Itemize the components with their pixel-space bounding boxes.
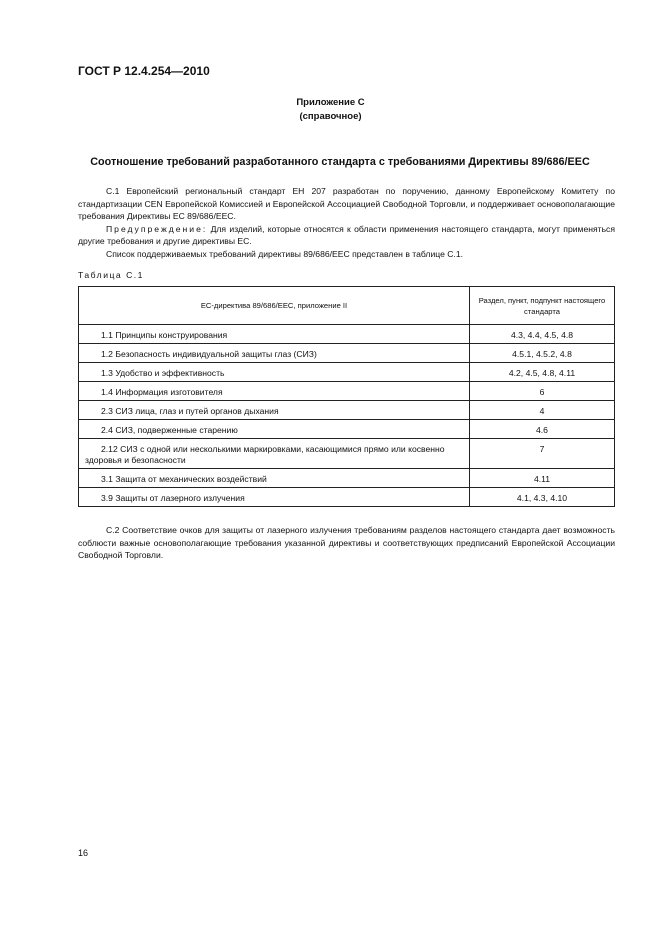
appendix-type: (справочное) (299, 111, 362, 122)
requirements-table (78, 286, 615, 507)
table-label: Таблица С.1 (78, 270, 144, 280)
section-title: Соотношение требований разработанного стандарта с требованиями Директивы 89/686/ЕЕС (90, 156, 590, 168)
directive-cell: 3.9 Защиты от лазерного излучения (79, 488, 470, 507)
table-row (79, 382, 615, 401)
table-row (79, 420, 615, 439)
directive-cell: 1.2 Безопасность индивидуальной защиты глаз (СИЗ) (79, 344, 470, 363)
page-number: 16 (78, 848, 89, 858)
appendix-title: Приложение С (296, 97, 365, 108)
section-cell: 4.2, 4.5, 4.8, 4.11 (470, 363, 615, 382)
section-cell: 4.3, 4.4, 4.5, 4.8 (470, 325, 615, 344)
directive-cell: 1.1 Принципы конструирования (79, 325, 470, 344)
paragraph-c2: С.2 Соответствие очков для защиты от лазерного излучения требованиям разделов настоящего стандарта дает возможность соблюсти важные основополагающие требования указанной директивы и соответствующих предписаний Европейской Ассоциации Свободной Торговли. (78, 525, 615, 560)
note-text: Для изделий, которые относятся к области применения настоящего стандарта, могут применяться другие требования и другие директивы ЕС. (78, 223, 615, 246)
directive-cell: 3.1 Защита от механических воздействий (79, 469, 470, 488)
section-cell: 4 (470, 401, 615, 420)
list-intro-paragraph: Список поддерживаемых требований директивы 89/686/ЕЕС представлен в таблице С.1. (106, 248, 463, 259)
table-row (79, 469, 615, 488)
table-row (79, 325, 615, 344)
directive-cell: 2.4 СИЗ, подверженные старению (79, 420, 470, 439)
table-row (79, 439, 615, 469)
section-cell: 4.5.1, 4.5.2, 4.8 (470, 344, 615, 363)
document-code: ГОСТ Р 12.4.254—2010 (78, 64, 210, 78)
directive-cell: 1.3 Удобство и эффективность (79, 363, 470, 382)
paragraph-c1: С.1 Европейский региональный стандарт ЕН 207 разработан по поручению, данному Европейскому Комитету по стандартизации CEN Европейской Комиссией и Европейской Ассоциацией Свободной Торговли, и поддерживает основополагающие требования Директивы ЕС 89/686/ЕЕС. (78, 186, 615, 221)
intro-paragraphs (78, 185, 615, 260)
appendix-heading (0, 96, 661, 124)
directive-cell: 2.3 СИЗ лица, глаз и путей органов дыхания (79, 401, 470, 420)
table-row (79, 344, 615, 363)
table-row (79, 401, 615, 420)
section-cell: 4.11 (470, 469, 615, 488)
closing-paragraphs (78, 524, 615, 562)
header-directive: ЕС-директива 89/686/ЕЕС, приложение II (79, 287, 470, 325)
header-section: Раздел, пункт, подпункт настоящего стандарта (470, 287, 615, 325)
section-cell: 7 (470, 439, 615, 469)
directive-cell: 2.12 СИЗ с одной или несколькими маркировками, касающимися прямо или косвенно здоровья и безопасности (79, 439, 470, 469)
table-row (79, 488, 615, 507)
table-header-row (79, 287, 615, 325)
directive-cell: 1.4 Информация изготовителя (79, 382, 470, 401)
table-row (79, 363, 615, 382)
section-cell: 4.1, 4.3, 4.10 (470, 488, 615, 507)
note-paragraph (78, 223, 615, 248)
note-label: Предупреждение: (106, 223, 208, 234)
section-cell: 6 (470, 382, 615, 401)
section-cell: 4.6 (470, 420, 615, 439)
